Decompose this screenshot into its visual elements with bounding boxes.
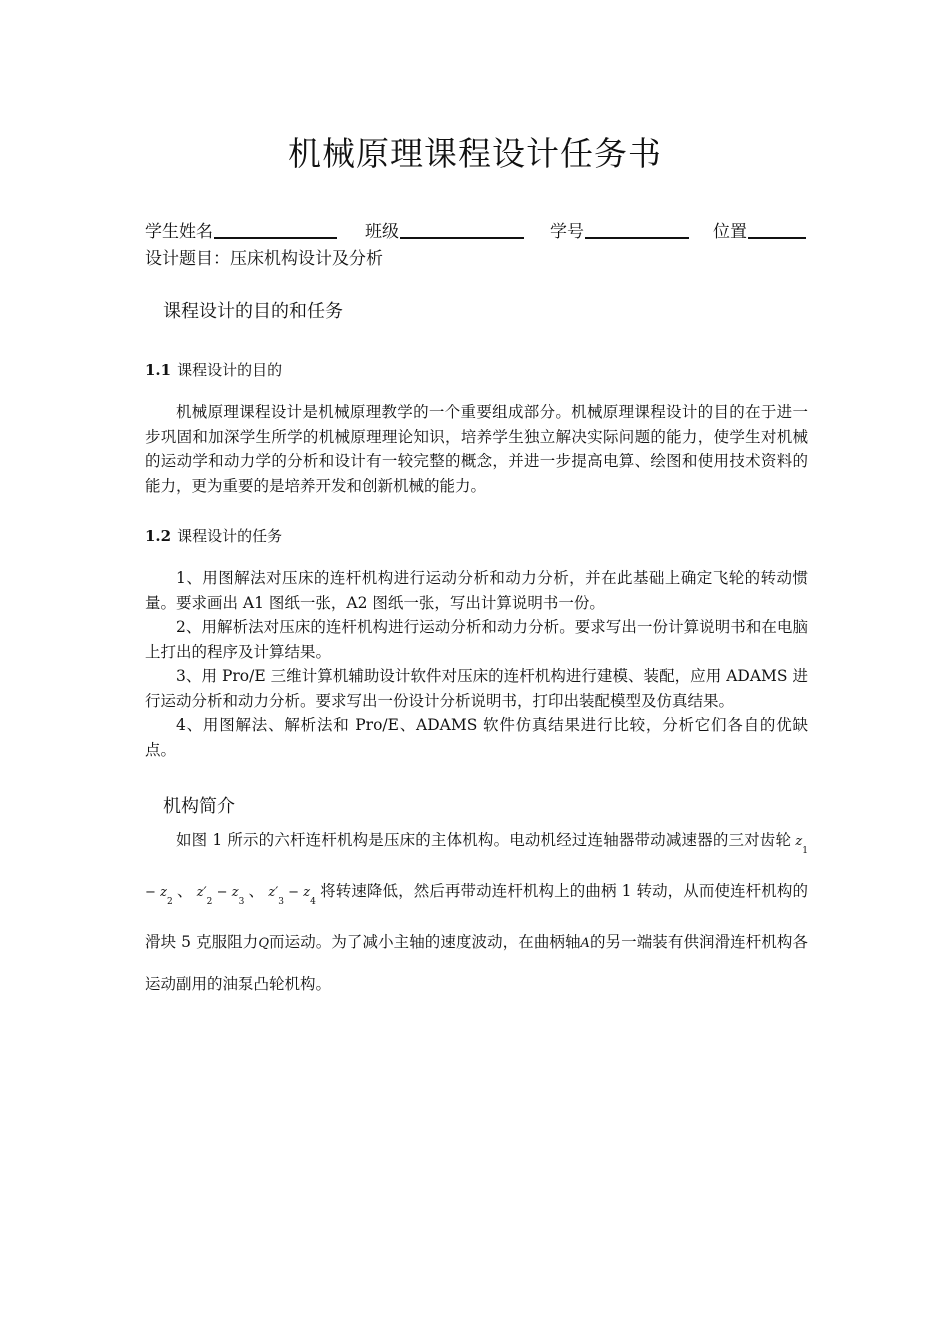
mechanism-text-b: 将转速降低，然后再带动连杆机构上的曲柄 1 转动，从而使连杆机构的滑块 5 克服阻力 xyxy=(145,882,808,951)
subsection-title: 课程设计的目的 xyxy=(177,361,283,379)
subsection-number: 1.2 xyxy=(145,527,172,545)
gear-separator: 、 xyxy=(176,882,193,900)
section-heading-purpose-tasks: 课程设计的目的和任务 xyxy=(163,301,343,322)
gear-pair-2: $z'_2 - z_3$ xyxy=(192,885,245,907)
gear-pair-1: $z_1 - z_2$ xyxy=(145,834,809,907)
position-blank[interactable] xyxy=(748,217,806,239)
student-id-blank[interactable] xyxy=(585,217,689,239)
subsection-title: 课程设计的任务 xyxy=(177,527,283,545)
document-title: 机械原理课程设计任务书 xyxy=(288,134,662,173)
task-item-4: 4、用图解法、解析法和 Pro/E、ADAMS 软件仿真结果进行比较，分析它们各自的优缺点。 xyxy=(145,716,808,759)
student-name-blank[interactable] xyxy=(214,217,337,239)
section-heading-mechanism: 机构简介 xyxy=(163,796,235,817)
task-item-3: 3、用 Pro/E 三维计算机辅助设计软件对压床的连杆机构进行建模、装配，应用 ADAMS 进行运动分析和动力分析。要求写出一份设计分析说明书，打印出装配模型及仿真结果。 xyxy=(145,667,808,710)
design-topic: 设计题目：压床机构设计及分析 xyxy=(145,249,383,269)
student-id-field[interactable] xyxy=(550,217,689,242)
gear-pair-3: $z'_3 - z_4$ xyxy=(264,885,316,907)
mechanism-text-c: 而运动。为了减小主轴的速度波动，在曲柄轴 xyxy=(268,933,581,951)
subsection-heading-tasks xyxy=(145,525,282,546)
mechanism-text-a: 如图 1 所示的六杆连杆机构是压床的主体机构。电动机经过连轴器带动减速器的三对齿轮 xyxy=(176,831,792,849)
subsection-number: 1.1 xyxy=(145,361,172,379)
position-field[interactable] xyxy=(713,217,806,242)
position-label: 位置 xyxy=(713,222,747,242)
subsection-heading-purpose xyxy=(145,359,282,380)
student-id-label: 学号 xyxy=(550,222,584,242)
mechanism-text-d: 的另一端装有供润滑连杆机构各运动副用的油泵凸轮机构。 xyxy=(145,933,808,993)
task-item-1: 1、用图解法对压床的连杆机构进行运动分析和动力分析，并在此基础上确定飞轮的转动惯量。要求画出 A1 图纸一张，A2 图纸一张，写出计算说明书一份。 xyxy=(145,569,808,612)
class-label: 班级 xyxy=(365,222,399,242)
student-name-label: 学生姓名 xyxy=(145,222,213,242)
class-field[interactable] xyxy=(365,217,524,242)
student-info-row xyxy=(145,217,810,243)
student-name-field[interactable] xyxy=(145,217,337,242)
class-blank[interactable] xyxy=(400,217,524,239)
gear-separator: 、 xyxy=(248,882,265,900)
crank-axis-symbol: A xyxy=(580,936,590,951)
resistance-symbol: Q xyxy=(258,936,269,951)
purpose-paragraph: 机械原理课程设计是机械原理教学的一个重要组成部分。机械原理课程设计的目的在于进一步巩固和加深学生所学的机械原理理论知识，培养学生独立解决实际问题的能力，使学生对机械的运动学和动力学的分析和设计有一较完整的概念，并进一步提高电算、绘图和使用技术资料的能力，更为重要的是培养开发和创新机械的能力。 xyxy=(145,403,808,495)
mechanism-paragraph xyxy=(145,820,808,1004)
task-item-2: 2、用解析法对压床的连杆机构进行运动分析和动力分析。要求写出一份计算说明书和在电脑上打出的程序及计算结果。 xyxy=(145,618,808,661)
